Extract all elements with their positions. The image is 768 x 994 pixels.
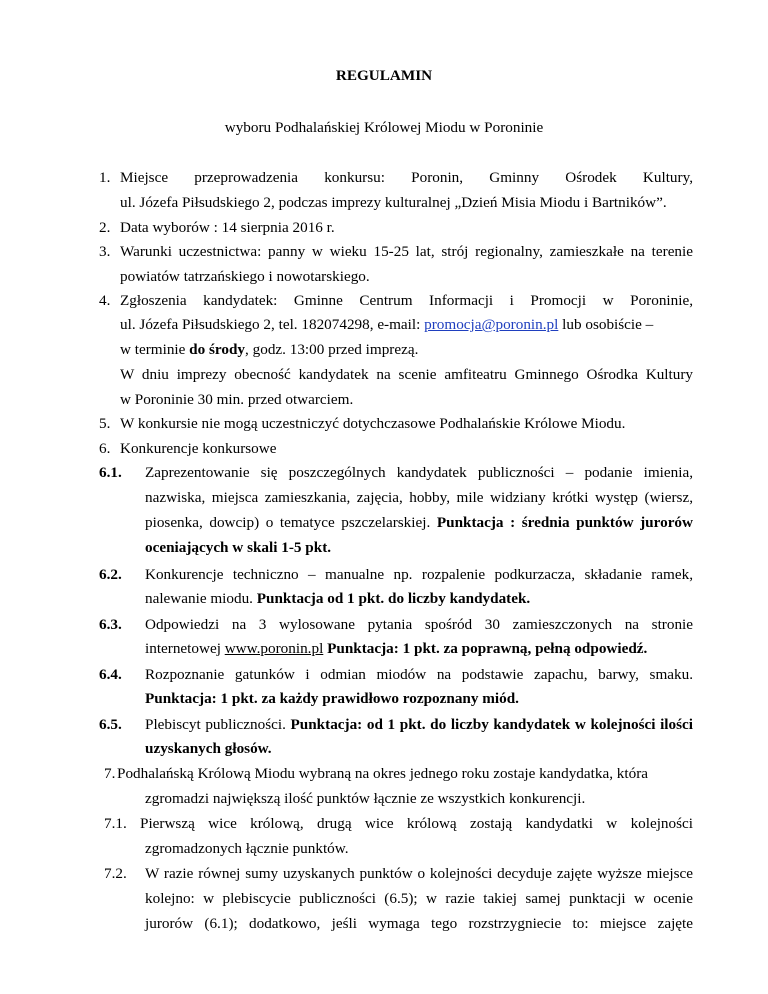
item-number: 5. xyxy=(99,415,111,432)
item-text-line: Plebiscyt publiczności. Punktacja: od 1 pkt. do liczby kandydatek w kolejności ilości xyxy=(145,716,693,733)
item-text-line: Zaprezentowanie się poszczególnych kandydatek publiczności – podanie imienia, xyxy=(145,464,693,481)
document-title: REGULAMIN xyxy=(335,67,433,84)
item-text-line: ul. Józefa Piłsudskiego 2, tel. 182074298, e-mail: promocja@poronin.pl lub osobiście – xyxy=(120,316,654,333)
document-subtitle: wyboru Podhalańskiej Królowej Miodu w Poroninie xyxy=(224,119,544,136)
item-text-line: w terminie do środy, godz. 13:00 przed imprezą. xyxy=(120,341,419,358)
sub-item-number: 6.4. xyxy=(99,666,122,683)
item-number: 6. xyxy=(99,440,111,457)
email-link[interactable]: promocja@poronin.pl xyxy=(424,316,559,333)
sub-item-number: 6.1. xyxy=(99,464,122,481)
item-text-line: Zgłoszenia kandydatek: Gminne Centrum Informacji i Promocji w Poroninie, xyxy=(120,292,693,309)
item-text-line: ul. Józefa Piłsudskiego 2, podczas imprezy kulturalnej „Dzień Misia Miodu i Bartników”. xyxy=(120,194,667,211)
item-text-line: w Poroninie 30 min. przed otwarciem. xyxy=(120,391,354,408)
item-text-line: uzyskanych głosów. xyxy=(145,740,272,757)
sub-item-number: 6.2. xyxy=(99,566,122,583)
item-text-line: Konkurencje techniczno – manualne np. rozpalenie podkurzacza, składanie ramek, xyxy=(145,566,693,583)
item-text-line: nalewanie miodu. Punktacja od 1 pkt. do liczby kandydatek. xyxy=(145,590,531,607)
sub-item-number: 6.3. xyxy=(99,616,122,633)
item-text-line: W konkursie nie mogą uczestniczyć dotychczasowe Podhalańskie Królowe Miodu. xyxy=(120,415,626,432)
item-text-line: Warunki uczestnictwa: panny w wieku 15-25 lat, strój regionalny, zamieszkałe na terenie xyxy=(120,243,693,260)
item-text-line: piosenka, dowcip) o tematyce pszczelarskiej. Punktacja : średnia punktów jurorów xyxy=(145,514,693,531)
item-text-line: kolejno: w plebiscycie publiczności (6.5); w razie takiej samej punktacji w ocenie xyxy=(145,890,693,907)
sub-item-number: 7.2. xyxy=(104,865,127,882)
item-text-line: Konkurencje konkursowe xyxy=(120,440,277,457)
item-text-line: oceniających w skali 1-5 pkt. xyxy=(145,539,332,556)
item-text-line: Odpowiedzi na 3 wylosowane pytania spośród 30 zamieszczonych na stronie xyxy=(145,616,693,633)
item-text-line: W dniu imprezy obecność kandydatek na scenie amfiteatru Gminnego Ośrodka Kultury xyxy=(120,366,693,383)
item-text-line: Data wyborów : 14 sierpnia 2016 r. xyxy=(120,219,335,236)
item-text-line: zgromadzonych łącznie punktów. xyxy=(145,840,349,857)
item-text-line: nazwiska, miejsca zamieszkania, zajęcia, hobby, mile widziany krótki występ (wiersz, xyxy=(145,489,693,506)
item-text-line: Pierwszą wice królową, drugą wice królową zostają kandydatki w kolejności xyxy=(140,815,693,832)
item-text-line: zgromadzi największą ilość punktów łącznie ze wszystkich konkurencji. xyxy=(145,790,586,807)
item-text-line: Punktacja: 1 pkt. za każdy prawidłowo rozpoznany miód. xyxy=(145,690,519,707)
website-link[interactable]: www.poronin.pl xyxy=(224,640,324,657)
item-text-line: internetowej www.poronin.pl Punktacja: 1 pkt. za poprawną, pełną odpowiedź. xyxy=(145,640,648,657)
item-number: 7. xyxy=(104,765,116,782)
sub-item-number: 6.5. xyxy=(99,716,122,733)
item-text-line: W razie równej sumy uzyskanych punktów o kolejności decyduje zajęte wyższe miejsce xyxy=(145,865,693,882)
item-number: 3. xyxy=(99,243,111,260)
item-text-line: powiatów tatrzańskiego i nowotarskiego. xyxy=(120,268,370,285)
item-number: 2. xyxy=(99,219,111,236)
item-text-line: Rozpoznanie gatunków i odmian miodów na podstawie zapachu, barwy, smaku. xyxy=(145,666,693,683)
item-text-line: Miejsce przeprowadzenia konkursu: Poronin, Gminny Ośrodek Kultury, xyxy=(120,169,693,186)
item-number: 4. xyxy=(99,292,111,309)
sub-item-number: 7.1. xyxy=(104,815,127,832)
item-text-line: Podhalańską Królową Miodu wybraną na okres jednego roku zostaje kandydatka, która xyxy=(117,765,648,782)
item-number: 1. xyxy=(99,169,111,186)
item-text-line: jurorów (6.1); dodatkowo, jeśli wymaga tego rozstrzygniecie to: miejsce zajęte xyxy=(145,915,693,932)
